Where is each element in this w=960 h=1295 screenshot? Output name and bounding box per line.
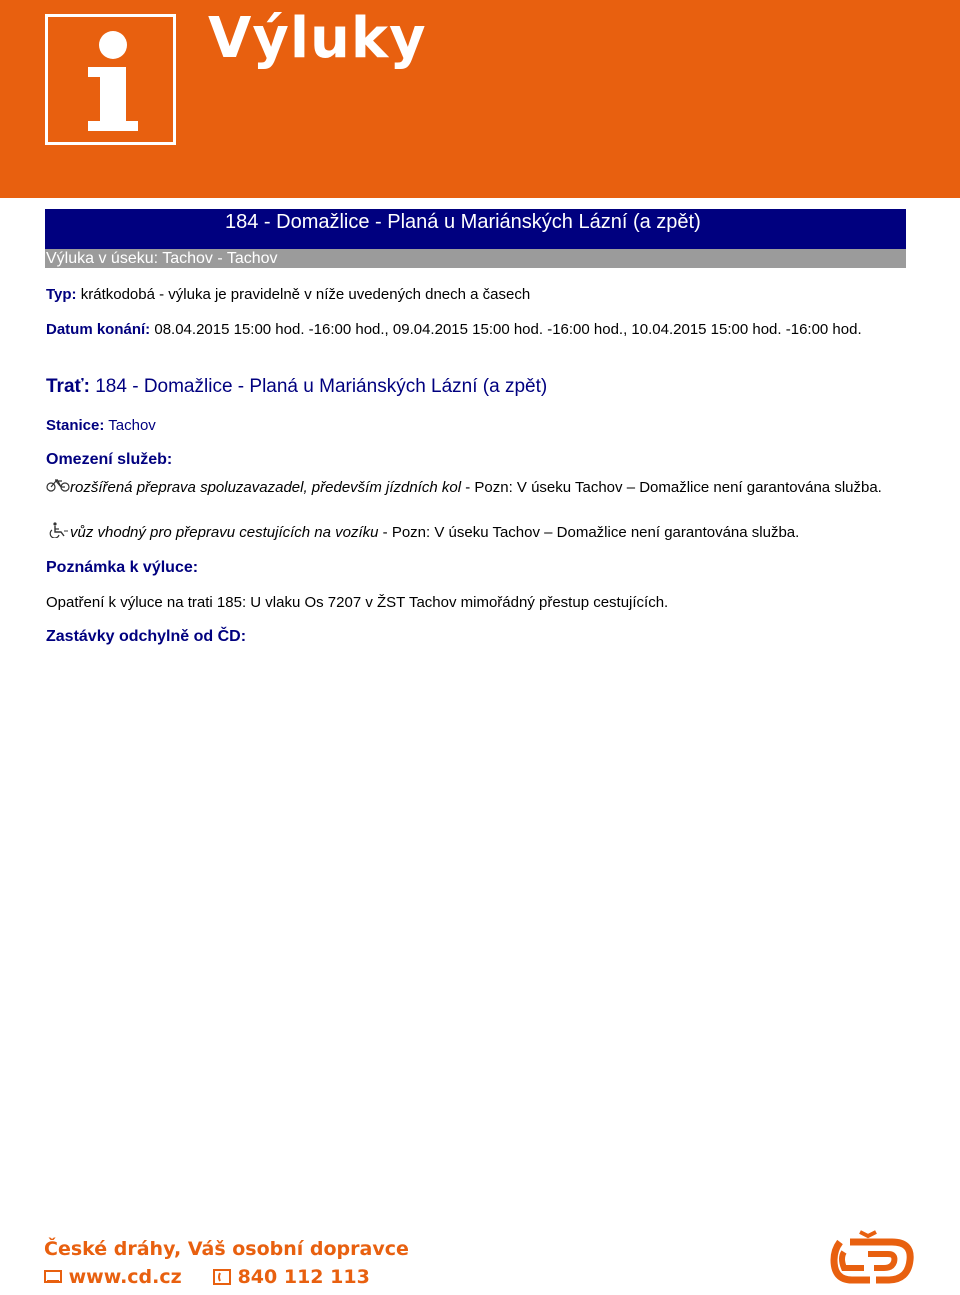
service-note: - Pozn: V úseku Tachov – Domažlice není garantována služba. [461,479,882,496]
stanice-value: Tachov [108,417,156,434]
poznamka-text: Opatření k výluce na trati 185: U vlaku Os 7207 v ŽST Tachov mimořádný přestup cestujících. [46,594,669,611]
footer-contact [44,1266,370,1288]
service-name: vůz vhodný pro přepravu cestujících na vozíku [70,524,379,541]
stanice-label: Stanice: [46,417,105,434]
footer-slogan: České dráhy, Váš osobní dopravce [44,1238,409,1260]
trat-row [46,376,547,398]
wheelchair-icon [46,522,70,538]
bicycle-icon [46,477,70,493]
phone-icon [213,1269,231,1285]
service-item [46,522,906,543]
service-name: rozšířená přeprava spoluzavazadel, především jízdních kol [70,479,462,496]
page-title: Výluky [208,6,427,71]
typ-row [46,286,530,303]
service-item [46,477,906,498]
stanice-row [46,417,156,434]
zastavky-heading: Zastávky odchylně od ČD: [46,628,247,645]
footer-phone: 840 112 113 [237,1266,370,1288]
omezeni-heading: Omezení služeb: [46,451,173,468]
typ-value: krátkodobá - výluka je pravidelně v níže uvedených dnech a časech [80,286,531,303]
trat-value: 184 - Domažlice - Planá u Mariánských Lázní (a zpět) [95,376,548,397]
poznamka-heading: Poznámka k výluce: [46,559,199,576]
info-icon [45,14,176,145]
monitor-icon [44,1269,62,1285]
section-text: Výluka v úseku: Tachov - Tachov [46,250,278,267]
header-band [0,0,960,198]
trat-label: Trať: [46,376,90,397]
datum-row [46,319,906,340]
typ-label: Typ: [46,286,77,303]
datum-value: 08.04.2015 15:00 hod. -16:00 hod., 09.04.2015 15:00 hod. -16:00 hod., 10.04.2015 15:00 hod. -16:00 hod. [154,321,862,338]
cd-logo-icon [830,1230,916,1288]
route-banner-text: 184 - Domažlice - Planá u Mariánských Lázní (a zpět) [225,211,701,233]
section-bar [45,249,906,268]
service-note: - Pozn: V úseku Tachov – Domažlice není garantována služba. [378,524,800,541]
datum-label: Datum konání: [46,321,151,338]
footer-web[interactable]: www.cd.cz [68,1266,182,1288]
route-banner [45,209,906,249]
